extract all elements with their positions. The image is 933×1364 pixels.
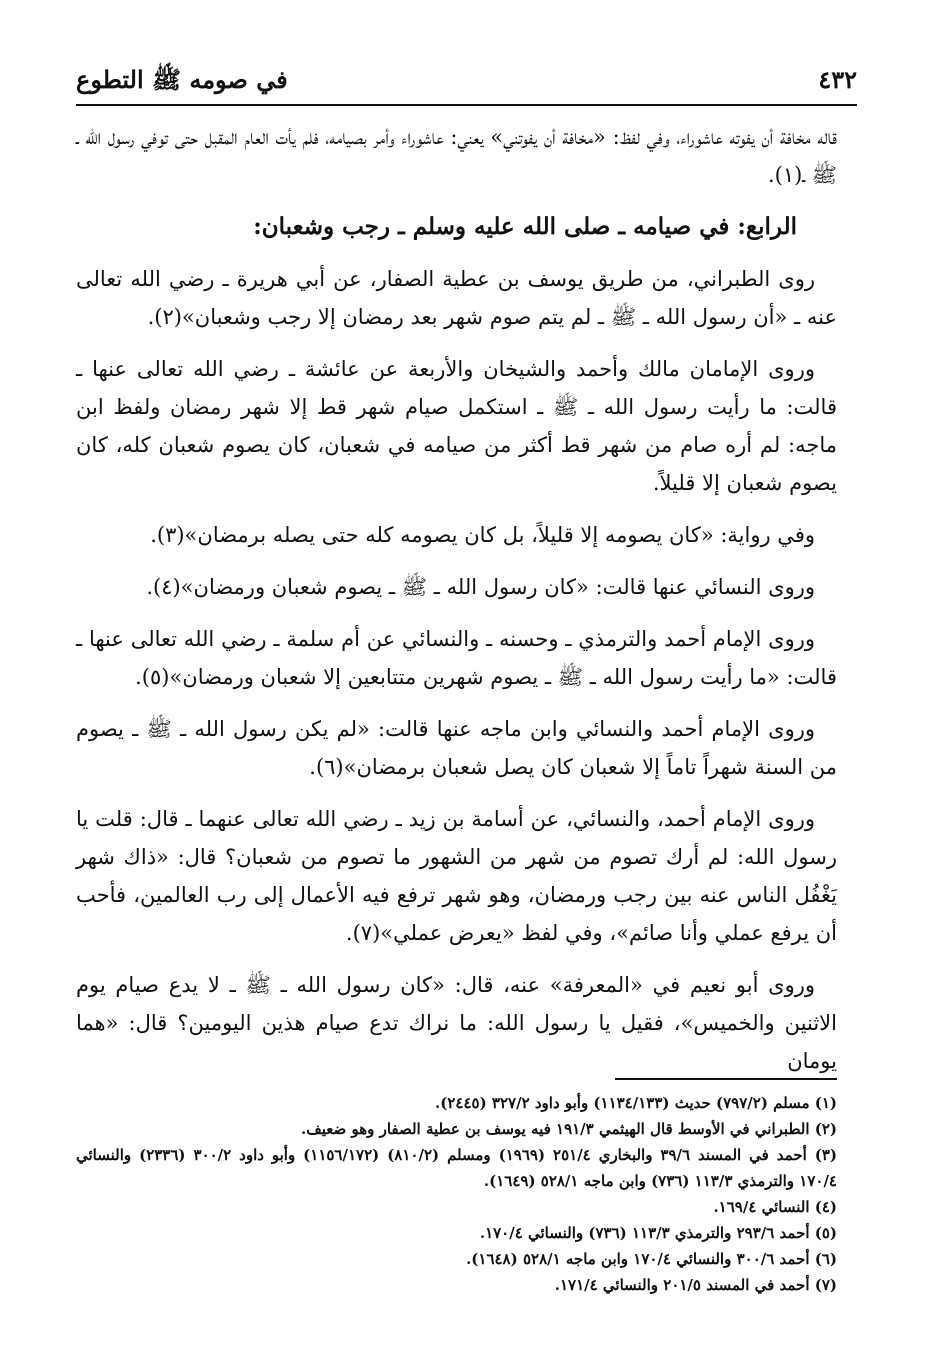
footnote-divider bbox=[615, 1078, 837, 1080]
paragraph: وروى الإمام أحمد والنسائي وابن ماجه عنها قالت: «لم يكن رسول الله ـ ﷺ ـ يصوم من السنة شهراً تاماً إلا شعبان كان يصل شعبان برمضان»(٦). bbox=[76, 717, 837, 779]
paragraph: وروى أبو نعيم في «المعرفة» عنه، قال: «كان رسول الله ـ ﷺ ـ لا يدع صيام يوم الاثنين والخميس»، فقيل يا رسول الله: ما نراك تدع صيام هذين اليومين؟ قال: «هما يومان bbox=[76, 973, 837, 1073]
paragraph: وروى الإمام أحمد والترمذي ـ وحسنه ـ والنسائي عن أم سلمة ـ رضي الله تعالى عنها ـ قالت: «ما رأيت رسول الله ـ ﷺ ـ يصوم شهرين متتابعين إلا شعبان ورمضان»(٥). bbox=[76, 627, 837, 689]
paragraph: قاله مخافة أن يفوته عاشوراء، وفي لفظ: «مخافة أن يفوتني» يعني: عاشوراء وأمر بصيامه، فلم يأت العام المقبل حتى توفي رسول الله ـ ﷺ ـ(١). bbox=[76, 125, 837, 187]
footnote: (٧) أحمد في المسند ٢٠١/٥ والنسائي ١٧١/٤. bbox=[554, 1276, 837, 1294]
main-text bbox=[76, 118, 837, 1094]
paragraph: وروى الإمام أحمد، والنسائي، عن أسامة بن زيد ـ رضي الله تعالى عنهما ـ قال: قلت يا رسول الله: لم أرك تصوم من شهر من الشهور ما تصوم من شعبان؟ قال: «ذاك شهر يَغْفُل الناس عنه بين رجب ورمضان، وهو شهر ترفع فيه الأعمال إلى رب العالمين، فأحب أن يرفع عملي وأنا صائم»، وفي لفظ «يعرض عملي»(٧). bbox=[76, 807, 837, 945]
paragraph: وروى الإمامان مالك وأحمد والشيخان والأربعة عن عائشة ـ رضي الله تعالى عنها ـ قالت: ما رأيت رسول الله ـ ﷺ ـ استكمل صيام شهر قط إلا شهر رمضان ولفظ ابن ماجه: لم أره صام من شهر قط أكثر من صيامه في شعبان، كان يصوم شعبان كله، كان يصوم شعبان إلا قليلاً. bbox=[76, 357, 837, 495]
footnote: (٢) الطبراني في الأوسط قال الهيثمي ١٩١/٣ فيه يوسف بن عطية الصفار وهو ضعيف. bbox=[300, 1120, 837, 1138]
paragraph: وفي رواية: «كان يصومه إلا قليلاً، بل كان يصومه كله حتى يصله برمضان»(٣). bbox=[150, 523, 815, 547]
footnote: (٣) أحمد في المسند ٣٩/٦ والبخاري ٢٥١/٤ (١٩٦٩) ومسلم (٨١٠/٢) (١١٥٦/١٧٢) وأبو داود ٣٠٠/٢ (٢٣٣٦) والنسائي ١٧٠/٤ والترمذي ١١٣/٣ (٧٣٦) وابن ماجه ٥٢٨/١ (١٦٤٩). bbox=[76, 1146, 837, 1190]
page-number: ٤٣٢ bbox=[818, 65, 857, 94]
running-title: في صومه ﷺ التطوع bbox=[76, 65, 288, 94]
footnotes bbox=[76, 1090, 837, 1298]
footnote: (٥) أحمد ٢٩٣/٦ والترمذي ١١٣/٣ (٧٣٦) والنسائي ١٧٠/٤. bbox=[479, 1224, 837, 1242]
page-header bbox=[76, 64, 857, 96]
header-divider bbox=[76, 104, 857, 106]
paragraph: روى الطبراني، من طريق يوسف بن عطية الصفار، عن أبي هريرة ـ رضي الله تعالى عنه ـ «أن رسول الله ـ ﷺ ـ لم يتم صوم شهر بعد رمضان إلا رجب وشعبان»(٢). bbox=[76, 267, 837, 329]
footnote: (٦) أحمد ٣٠٠/٦ والنسائي ١٧٠/٤ وابن ماجه ٥٢٨/١ (١٦٤٨). bbox=[466, 1250, 837, 1268]
paragraph: وروى النسائي عنها قالت: «كان رسول الله ـ ﷺ ـ يصوم شعبان ورمضان»(٤). bbox=[146, 575, 815, 599]
footnote: (٤) النسائي ١٦٩/٤. bbox=[713, 1198, 837, 1216]
section-heading: الرابع: في صيامه ـ صلى الله عليه وسلم ـ رجب وشعبان: bbox=[253, 213, 797, 240]
footnote: (١) مسلم (٧٩٧/٢) حديث (١١٣٤/١٣٣) وأبو داود ٣٢٧/٢ (٢٤٤٥). bbox=[435, 1094, 837, 1112]
